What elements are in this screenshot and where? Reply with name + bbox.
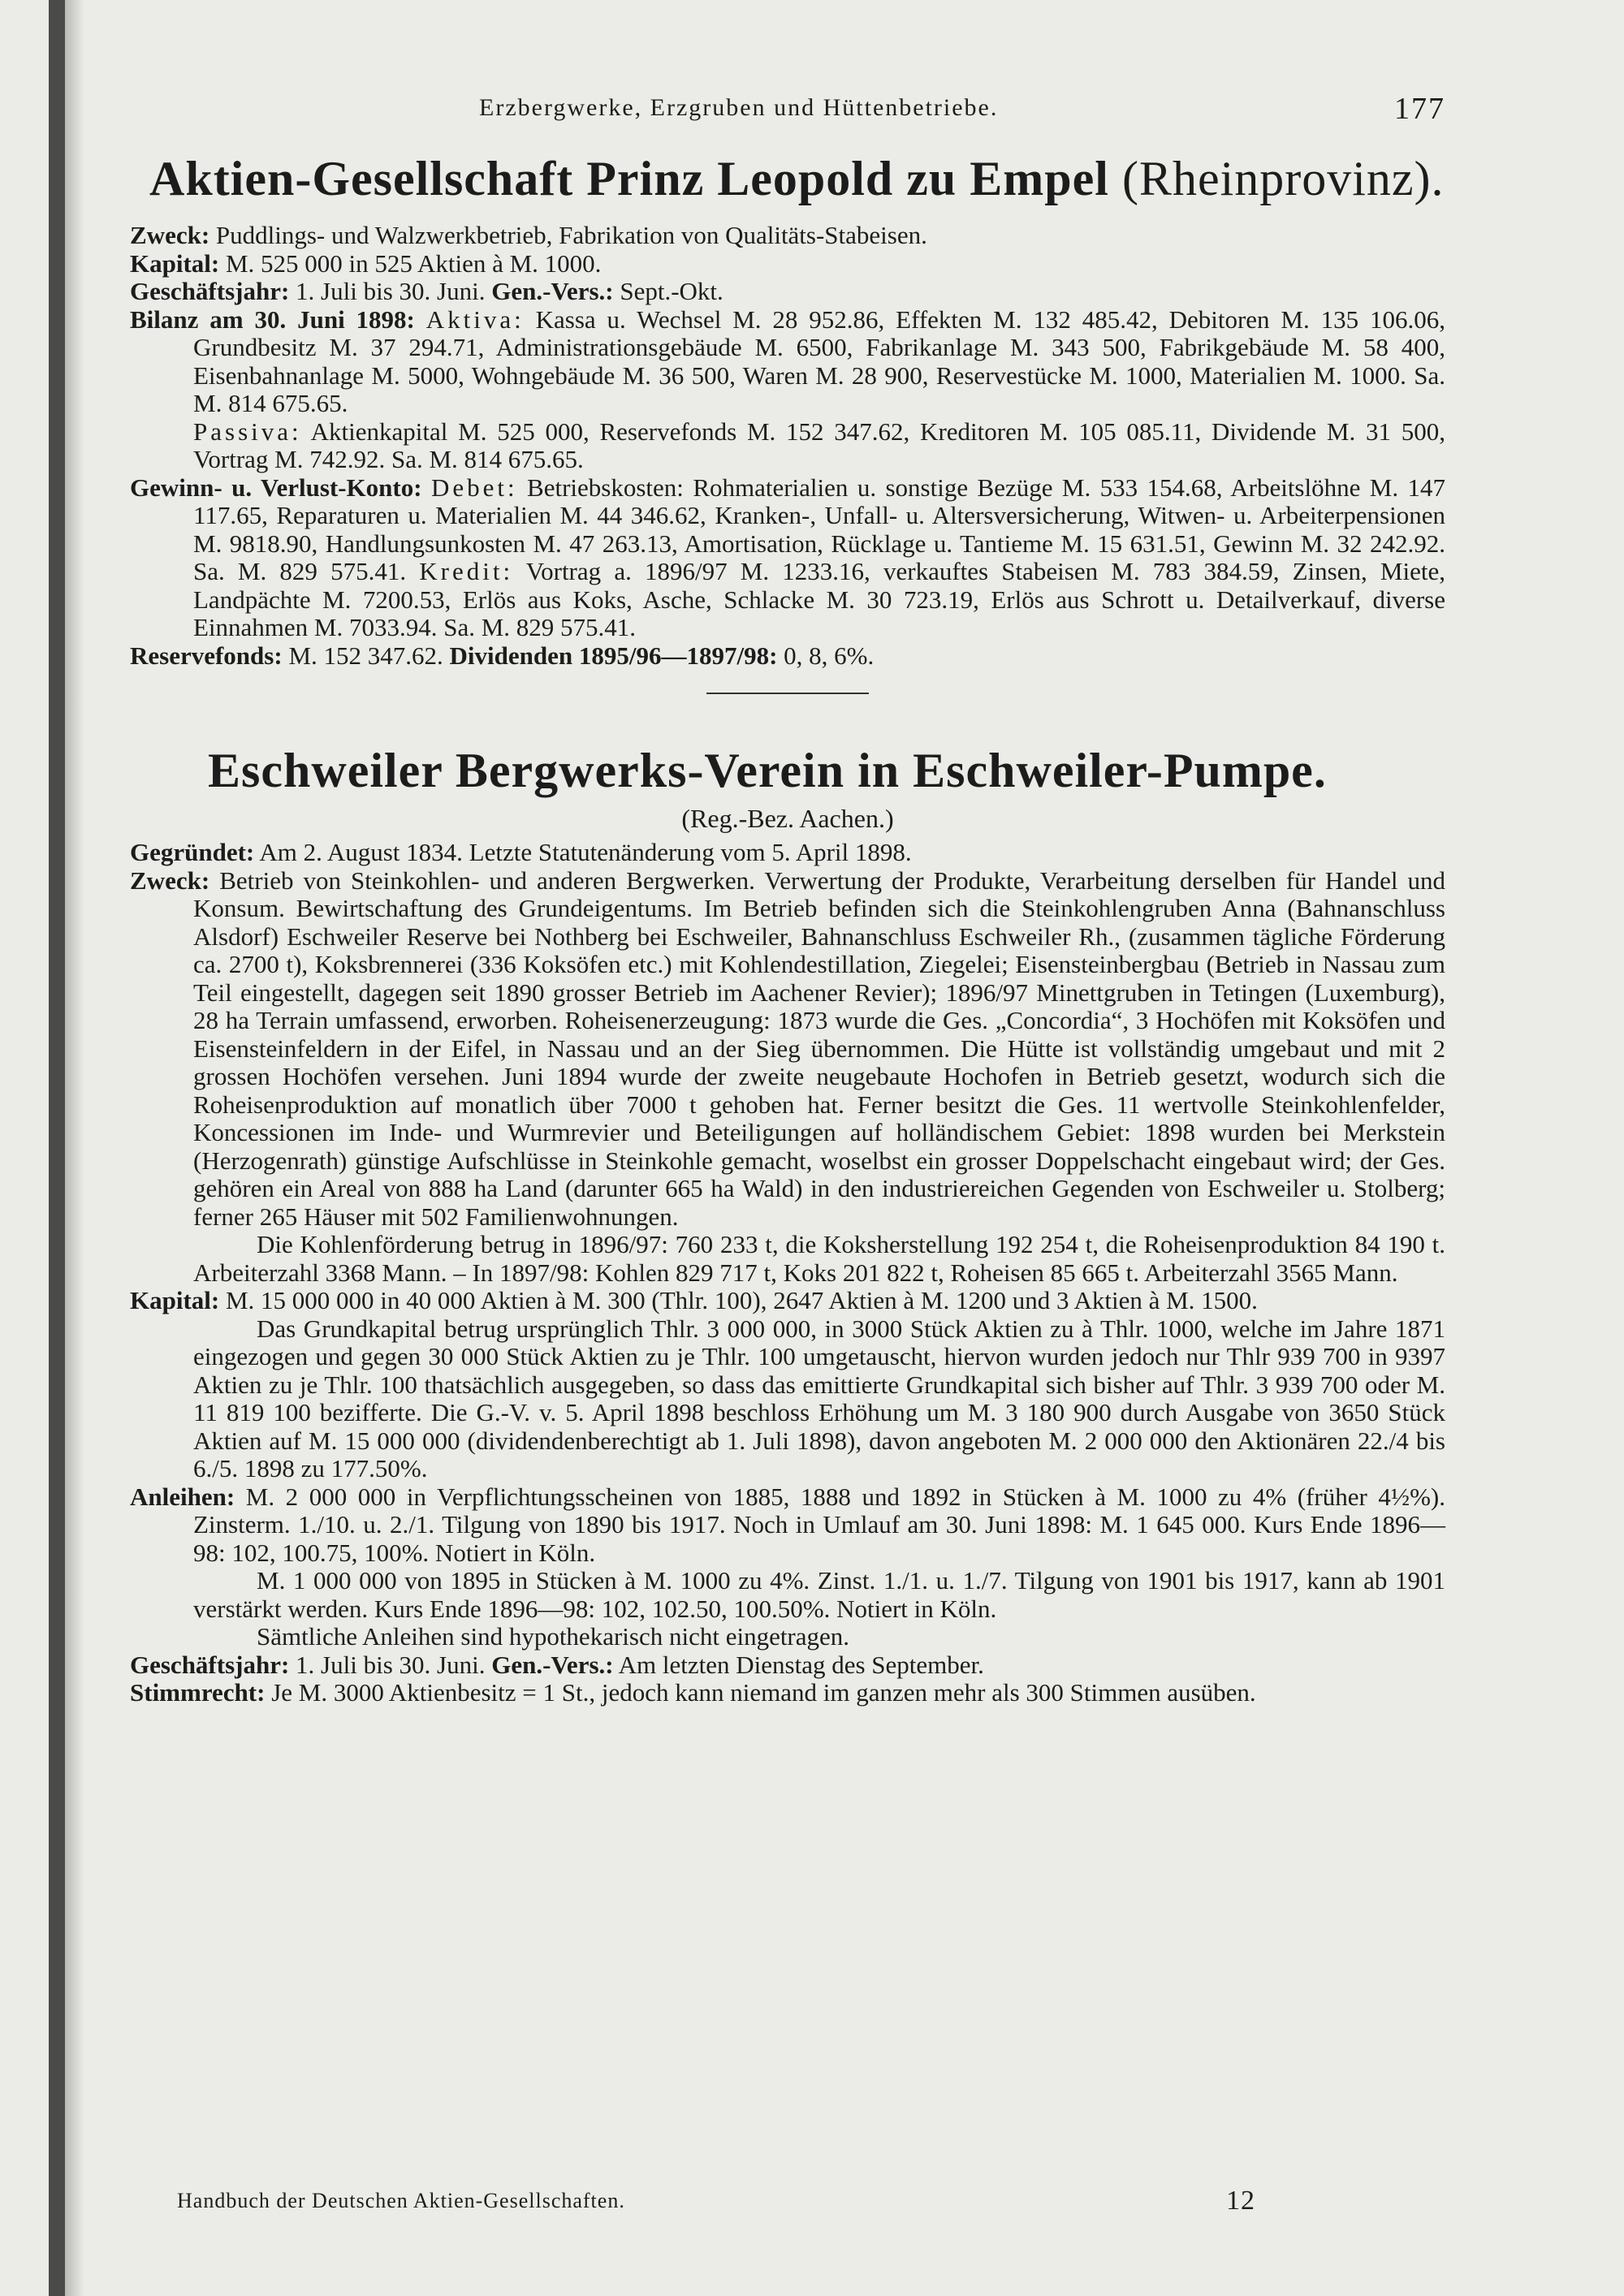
company1-zweck	[130, 222, 1445, 250]
kredit-text: Vortrag a. 1896/97 M. 1233.16, verkauftes Stabeisen M. 783 384.59, Zinsen, Miete, Landpächte M. 7200.53, Erlös aus Koks, Asche, Schlacke M. 30 723.19, Erlös aus Schrott u. Detailverkauf, diverse Einnahmen M. 7033.94. Sa. M. 829 575.41.	[193, 557, 1445, 641]
gen-vers-label: Gen.-Vers.:	[491, 1650, 614, 1679]
passiva-label: Passiva:	[193, 416, 302, 446]
signature-mark: 12	[1226, 2186, 1255, 2216]
stimmrecht-text: Je M. 3000 Aktienbesitz = 1 St., jedoch kann niemand im ganzen mehr als 300 Stimmen ausüben.	[271, 1678, 1256, 1707]
geschaeftsjahr-text: 1. Juli bis 30. Juni.	[296, 1650, 486, 1679]
passiva-text: Aktienkapital M. 525 000, Reservefonds M. 152 347.62, Kreditoren M. 105 085.11, Dividende M. 31 500, Vortrag M. 742.92. Sa. M. 814 675.65.	[193, 416, 1445, 473]
anleihen-label: Anleihen:	[130, 1482, 235, 1511]
company1-kapital	[130, 250, 1445, 278]
company2-anleihen	[130, 1483, 1445, 1568]
bilanz-label: Bilanz am 30. Juni 1898:	[130, 304, 415, 334]
debet-label: Debet:	[430, 473, 518, 502]
zweck-text: Betrieb von Steinkohlen- und anderen Bergwerken. Verwertung der Produkte, Verarbeitung derselben für Handel und Konsum. Bewirtschaftung des Grundeigentums. Im Betrieb befinden sich die Steinkohlengruben Anna (Bahnanschluss Alsdorf) Eschweiler Reserve bei Nothberg bei Eschweiler, Bahnanschluss Eschweiler Rh., (zusammen tägliche Förderung ca. 2700 t), Koksbrennerei (336 Koksöfen etc.) mit Kohlendestillation, Ziegelei; Eisensteinbergbau (Betrieb in Nassau zum Teil eingestellt, dagegen seit 1890 grosser Betrieb im Aachener Revier); 1896/97 Minettgruben in Tetingen (Luxemburg), 28 ha Terrain umfassend, erworben. Roheisenerzeugung: 1873 wurde die Ges. „Concordia“, 3 Hochöfen mit Koksöfen und Eisensteinfeldern in der Eifel, in Nassau und an der Sieg übernommen. Die Hütte ist vollständig umgebaut und mit 2 grossen Hochöfen versehen. Juni 1894 wurde der zweite neugebaute Hochofen in Betrieb gesetzt, wodurch sich die Roheisenproduktion auf monatlich über 7000 t gehoben hat. Ferner besitzt die Ges. 11 wertvolle Steinkohlenfelder, Koncessionen im Inde- und Wurmrevier und Beteiligungen auf holländischem Gebiet: 1898 wurden bei Merkstein (Herzogenrath) günstige Aufschlüsse in Steinkohle gemacht, woselbst ein grosser Doppelschacht eingebaut wird; der Ges. gehören ein Areal von 888 ha Land (darunter 665 ha Wald) in den industriereichen Gegenden von Eschweiler u. Stolberg; ferner 265 Häuser mit 502 Familienwohnungen.	[193, 865, 1445, 1231]
company2-subtitle: (Reg.-Bez. Aachen.)	[681, 804, 894, 833]
gen-vers-text: Sept.-Okt.	[620, 277, 723, 305]
company2-stimmrecht	[130, 1679, 1445, 1707]
company1-bilanz-passiva	[130, 418, 1445, 474]
company2-zweck-production: Die Kohlenförderung betrug in 1896/97: 760 233 t, die Koksherstellung 192 254 t, die Roheisenproduktion 84 190 t. Arbeiterzahl 3368 Mann. – In 1897/98: Kohlen 829 717 t, Koks 201 822 t, Roheisen 85 665 t. Arbeiterzahl 3565 Mann.	[193, 1230, 1445, 1287]
gegruendet-text: Am 2. August 1834. Letzte Statutenänderung vom 5. April 1898.	[259, 838, 912, 866]
page-footer	[177, 2186, 1281, 2216]
geschaeftsjahr-text: 1. Juli bis 30. Juni.	[296, 277, 486, 305]
book-spine-edge	[49, 0, 65, 2296]
section-divider	[706, 693, 869, 694]
footer-text: Handbuch der Deutschen Aktien-Gesellschaften.	[177, 2189, 625, 2212]
company2-gegruendet	[130, 839, 1445, 867]
company1-name: Aktien-Gesellschaft Prinz Leopold zu Empel	[149, 152, 1109, 205]
page-content	[130, 88, 1445, 1707]
page-number: 177	[1394, 92, 1445, 126]
company2-anleihen-second: M. 1 000 000 von 1895 in Stücken à M. 1000 zu 4%. Zinst. 1./1. u. 1./7. Tilgung von 1901 bis 1917, kann ab 1901 verstärkt werden. Kurs Ende 1896—98: 102, 102.50, 100.50%. Notiert in Köln.	[193, 1566, 1445, 1623]
company2-anleihen-note: Sämtliche Anleihen sind hypothekarisch nicht eingetragen.	[257, 1622, 850, 1651]
company1-bilanz-aktiva	[130, 306, 1445, 418]
company2-kapital	[130, 1287, 1445, 1315]
company2-zweck	[130, 867, 1445, 1232]
kredit-label: Kredit:	[419, 557, 514, 585]
kapital-label: Kapital:	[130, 1286, 220, 1314]
company1-geschaeftsjahr	[130, 278, 1445, 306]
company1-title	[149, 151, 1445, 207]
running-head	[130, 88, 1445, 136]
zweck-label: Zweck:	[130, 221, 210, 249]
dividenden-label: Dividenden 1895/96—1897/98:	[449, 641, 778, 670]
reservefonds-label: Reservefonds:	[130, 641, 283, 670]
gegruendet-label: Gegründet:	[130, 838, 255, 866]
geschaeftsjahr-label: Geschäftsjahr:	[130, 277, 290, 305]
kapital-text: M. 525 000 in 525 Aktien à M. 1000.	[225, 248, 602, 278]
dividenden-text: 0, 8, 6%.	[784, 641, 875, 670]
kapital-label: Kapital:	[130, 248, 220, 278]
aktiva-label: Aktiva:	[425, 304, 525, 334]
anleihen-text: M. 2 000 000 in Verpflichtungsscheinen von 1885, 1888 und 1892 in Stücken à M. 1000 zu 4% (früher 4½%). Zinsterm. 1./10. u. 2./1. Tilgung von 1890 bis 1917. Noch in Umlauf am 30. Juni 1898: M. 1 645 000. Kurs Ende 1896—98: 102, 100.75, 100%. Notiert in Köln.	[193, 1482, 1446, 1567]
company2-title: Eschweiler Bergwerks-Verein in Eschweiler-Pumpe.	[208, 744, 1327, 797]
gen-vers-label: Gen.-Vers.:	[491, 277, 614, 305]
aktiva-text: Kassa u. Wechsel M. 28 952.86, Effekten M. 132 485.42, Debitoren M. 135 106.06, Grundbesitz M. 37 294.71, Administrationsgebäude M. 6500, Fabrikanlage M. 343 500, Fabrikgebäude M. 58 400, Eisenbahnanlage M. 5000, Wohngebäude M. 36 500, Waren M. 28 900, Reservestücke M. 1000, Materialien M. 1000. Sa. M. 814 675.65.	[193, 304, 1445, 417]
stimmrecht-label: Stimmrecht:	[130, 1678, 266, 1707]
spine-shadow	[65, 0, 84, 2296]
company2-geschaeftsjahr	[130, 1651, 1445, 1680]
kapital-text: M. 15 000 000 in 40 000 Aktien à M. 300 (Thlr. 100), 2647 Aktien à M. 1200 und 3 Aktien à M. 1500.	[225, 1286, 1258, 1314]
geschaeftsjahr-label: Geschäftsjahr:	[130, 1650, 290, 1679]
company1-reservefonds	[130, 642, 1445, 671]
reservefonds-text: M. 152 347.62.	[288, 641, 443, 670]
gewinn-label: Gewinn- u. Verlust-Konto:	[130, 473, 422, 502]
company2-kapital-history: Das Grundkapital betrug ursprünglich Thlr. 3 000 000, in 3000 Stück Aktien zu à Thlr. 1000, welche im Jahre 1871 eingezogen und gegen 30 000 Stück Aktien zu je Thlr. 100 umgetauscht, hiervon wurden jedoch nur Thlr 939 700 in 9397 Aktien zu je Thlr. 100 thatsächlich ausgegeben, so dass das emittierte Grundkapital sich bisher auf Thlr. 3 939 700 oder M. 11 819 100 bezifferte. Die G.-V. v. 5. April 1898 beschloss Erhöhung um M. 3 180 900 durch Ausgabe von 3650 Stück Aktien auf M. 15 000 000 (dividendenberechtigt ab 1. Juli 1898), davon angeboten M. 2 000 000 den Aktionären 22./4 bis 6./5. 1898 zu 177.50%.	[193, 1314, 1445, 1482]
debet-text: Betriebskosten: Rohmaterialien u. sonstige Bezüge M. 533 154.68, Arbeitslöhne M. 147 117.65, Reparaturen u. Materialien M. 44 346.62, Kranken-, Unfall- u. Altersversicherung, Witwen- u. Arbeiterpensionen M. 9818.90, Handlungsunkosten M. 47 263.13, Amortisation, Rücklage u. Tantieme M. 15 631.51, Gewinn M. 32 242.92. Sa. M. 829 575.41.	[193, 473, 1446, 585]
zweck-label: Zweck:	[130, 865, 210, 895]
zweck-text: Puddlings- und Walzwerkbetrieb, Fabrikation von Qualitäts-Stabeisen.	[215, 221, 927, 249]
company1-region: (Rheinprovinz).	[1121, 152, 1445, 205]
gen-vers-text: Am letzten Dienstag des September.	[618, 1650, 984, 1679]
company1-gewinn-verlust	[130, 474, 1445, 642]
running-head-title: Erzbergwerke, Erzgruben und Hüttenbetriebe.	[479, 94, 999, 121]
